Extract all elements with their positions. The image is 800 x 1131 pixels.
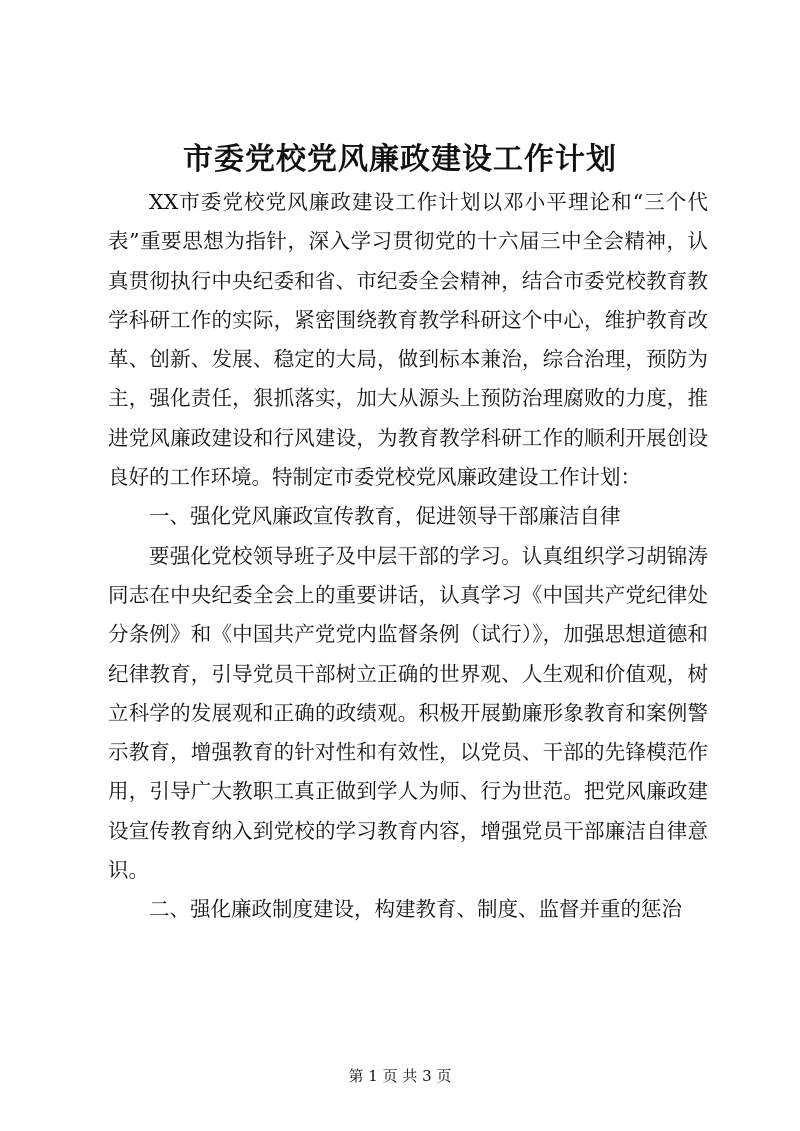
section-heading-1: 一、强化党风廉政宣传教育，促进领导干部廉洁自律 bbox=[149, 504, 621, 529]
paragraph-intro: XX市委党校党风廉政建设工作计划以邓小平理论和“三个代表”重要思想为指针，深入学习贯彻党的十六届三中全会精神，认真贯彻执行中央纪委和省、市纪委全会精神，结合市委党校教育教学科研工作的实际，紧密围绕教育教学科研这个中心，维护教育改革、创新、发展、稳定的大局，做到标本兼治，综合治理，预防为主，强化责任，狠抓落实，加大从源头上预防治理腐败的力度，推进党风廉政建设和行风建设，为教育教学科研工作的顺利开展创设良好的工作环境。特制定市委党校党风廉政建设工作计划： bbox=[108, 190, 708, 490]
paragraph-section-1: 要强化党校领导班子及中层干部的学习。认真组织学习胡锦涛同志在中央纪委全会上的重要讲话，认真学习《中国共产党纪律处分条例》和《中国共产党党内监督条例（试行）》，加强思想道德和纪律教育，引导党员干部树立正确的世界观、人生观和价值观，树立科学的发展观和正确的政绩观。积极开展勤廉形象教育和案例警示教育，增强教育的针对性和有效性，以党员、干部的先锋模范作用，引导广大教职工真正做到学人为师、行为世范。把党风廉政建设宣传教育纳入到党校的学习教育内容，增强党员干部廉洁自律意识。 bbox=[108, 543, 708, 883]
document-title: 市委党校党风廉政建设工作计划 bbox=[183, 142, 617, 177]
page-number-footer: 第 1 页 共 3 页 bbox=[348, 1067, 452, 1085]
section-heading-2: 二、强化廉政制度建设，构建教育、制度、监督并重的惩治 bbox=[149, 897, 682, 922]
document-body bbox=[108, 183, 708, 930]
